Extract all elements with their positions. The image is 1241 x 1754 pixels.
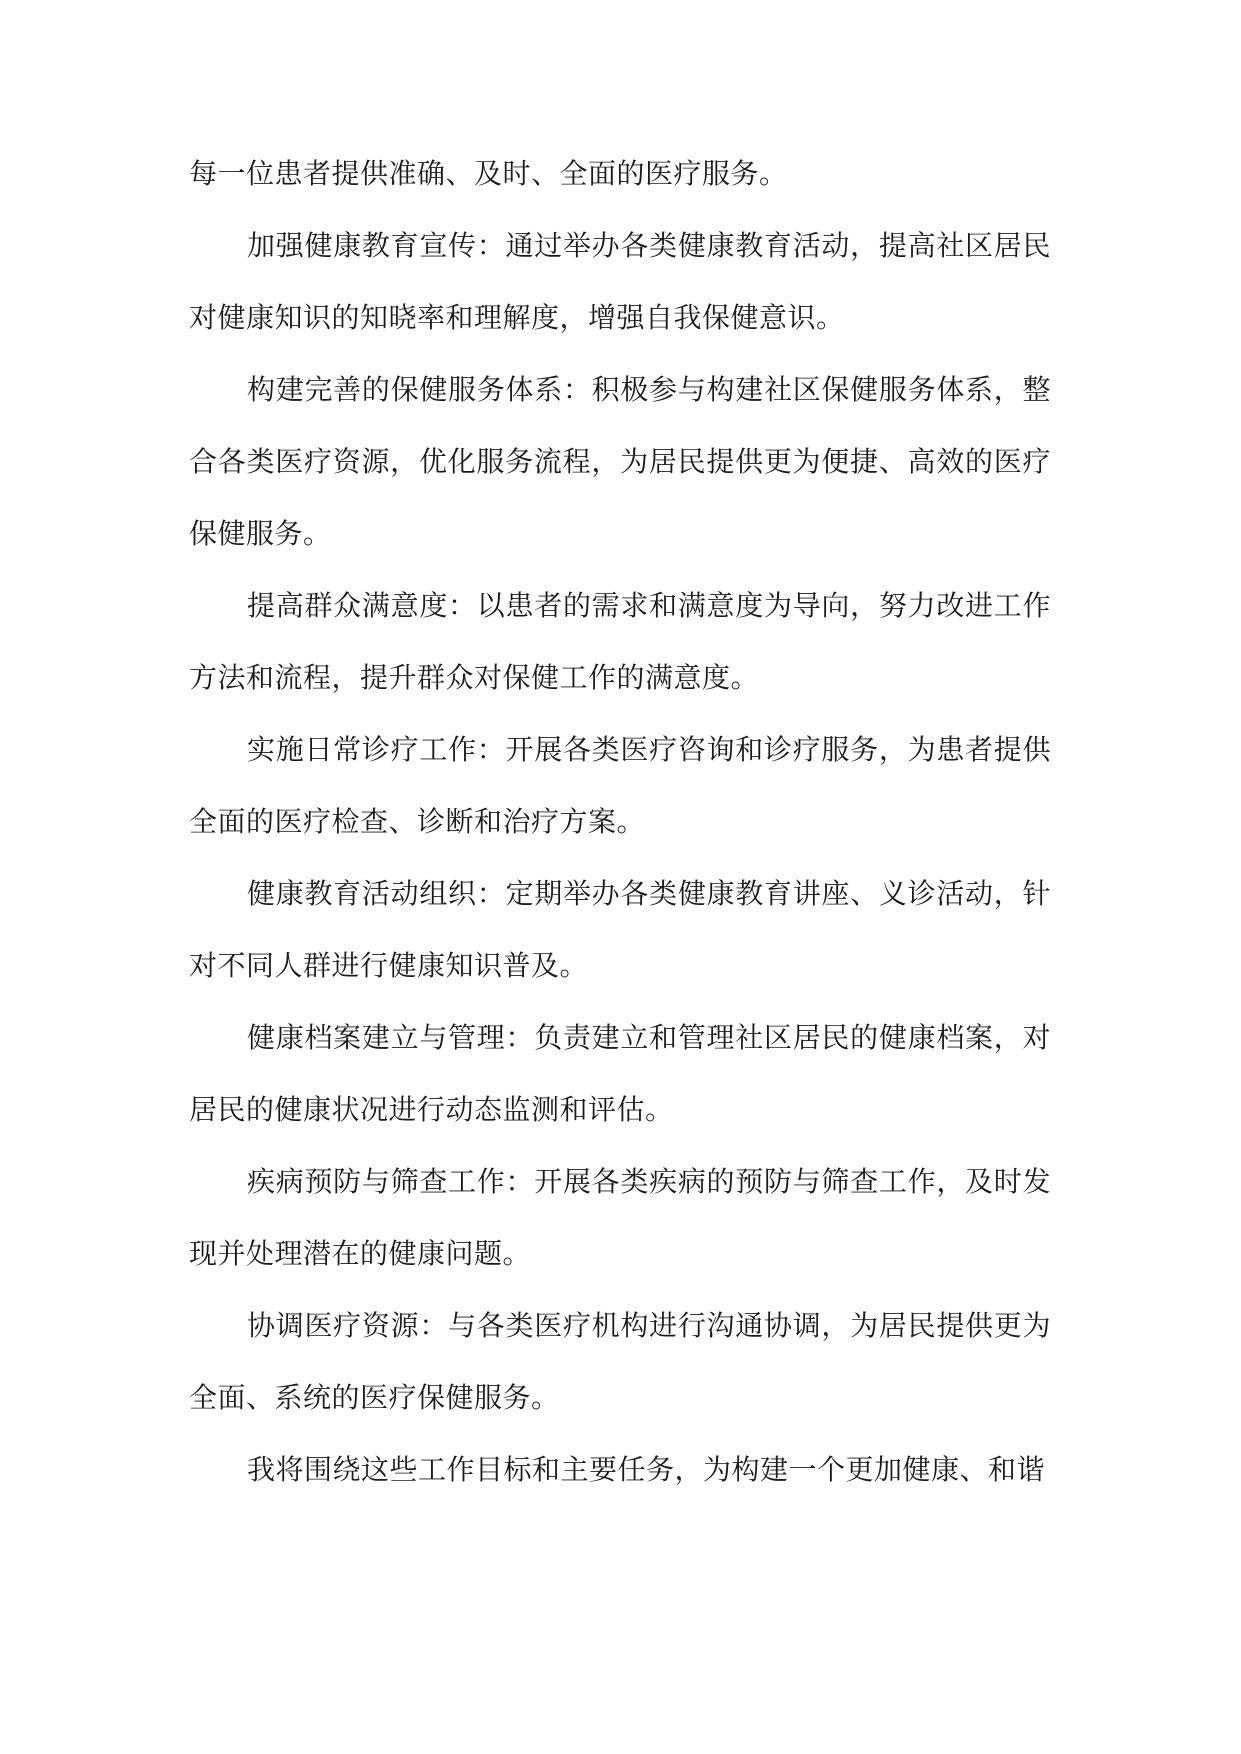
paragraph-daily-treatment: 实施日常诊疗工作：开展各类医疗咨询和诊疗服务，为患者提供全面的医疗检查、诊断和治疗方案。 bbox=[189, 733, 1051, 838]
paragraph-health-records: 健康档案建立与管理：负责建立和管理社区居民的健康档案，对居民的健康状况进行动态监测和评估。 bbox=[189, 1021, 1051, 1126]
paragraph-satisfaction: 提高群众满意度：以患者的需求和满意度为导向，努力改进工作方法和流程，提升群众对保健工作的满意度。 bbox=[189, 589, 1051, 694]
paragraph-service-system: 构建完善的保健服务体系：积极参与构建社区保健服务体系，整合各类医疗资源，优化服务流程，为居民提供更为便捷、高效的医疗保健服务。 bbox=[189, 373, 1051, 550]
document-page bbox=[189, 138, 1051, 1506]
paragraph-education-activities: 健康教育活动组织：定期举办各类健康教育讲座、义诊活动，针对不同人群进行健康知识普及。 bbox=[189, 877, 1051, 982]
paragraph-disease-prevention: 疾病预防与筛查工作：开展各类疾病的预防与筛查工作，及时发现并处理潜在的健康问题。 bbox=[189, 1165, 1051, 1270]
paragraph-continued: 每一位患者提供准确、及时、全面的医疗服务。 bbox=[189, 157, 788, 190]
paragraph-health-education: 加强健康教育宣传：通过举办各类健康教育活动，提高社区居民对健康知识的知晓率和理解度，增强自我保健意识。 bbox=[189, 229, 1051, 334]
paragraph-coordinate-resources: 协调医疗资源：与各类医疗机构进行沟通协调，为居民提供更为全面、系统的医疗保健服务。 bbox=[189, 1309, 1051, 1414]
paragraph-closing: 我将围绕这些工作目标和主要任务，为构建一个更加健康、和谐 bbox=[247, 1453, 1046, 1486]
